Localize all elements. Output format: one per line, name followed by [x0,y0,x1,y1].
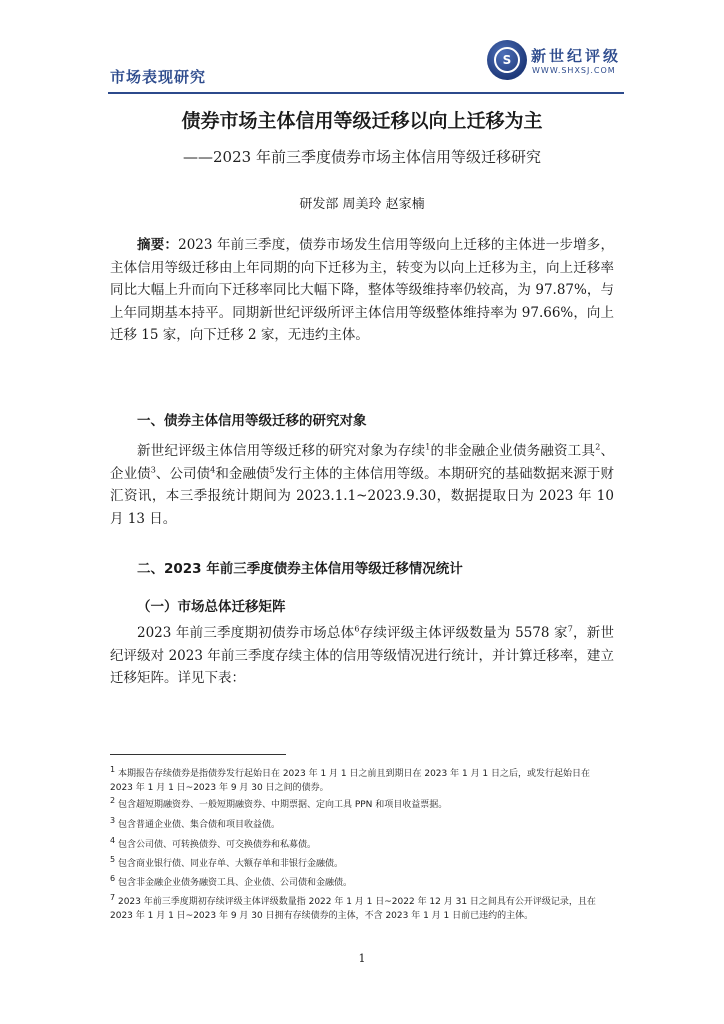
footnote-text-5: 包含商业银行债、同业存单、大额存单和非银行金融债。 [117,859,343,869]
logo-ring: S [494,47,520,73]
s1-text-e: 和金融债 [215,465,270,482]
footnote-divider [110,754,286,755]
footnote-7 [110,895,614,923]
document-subtitle: ——2023 年前三季度债券市场主体信用等级迁移研究 [183,148,541,166]
authors-line: 研发部 周美玲 赵家楠 [299,197,425,212]
s1-text-f: 发行主体的主体信用等级。本期研究的基础数据来源于财汇资讯，本三季报统计期间为 2023.1.1~2023.9.30，数据提取日为 2023 年 10 月 13 日。 [110,465,615,527]
footnote-mark-3: 3 [110,816,116,825]
footnote-4 [110,838,614,852]
s1-text-a: 新世纪评级主体信用等级迁移的研究对象为存续 [137,443,426,459]
footnote-2 [110,798,614,812]
footnote-mark-6: 6 [110,874,116,883]
section-2-subheading: （一）市场总体迁移矩阵 [137,599,286,615]
abstract-paragraph [110,234,614,347]
logo-url: WWW.SHXSJ.COM [532,66,616,75]
footnote-ref-2: 2 [595,442,601,452]
footnote-ref-1: 1 [425,442,431,452]
logo-name: 新世纪评级 [531,47,622,65]
footnote-1 [110,767,614,795]
footnote-ref-6: 6 [354,624,360,634]
footnote-mark-1: 1 [110,765,116,774]
abstract-label: 摘要： [137,237,179,253]
document-title: 债券市场主体信用等级迁移以向上迁移为主 [181,110,543,132]
footnote-ref-5: 5 [269,465,275,474]
section-2-heading: 二、2023 年前三季度债券主体信用等级迁移情况统计 [137,561,463,577]
footnote-text-6: 包含非金融企业债务融资工具、企业债、公司债和金融债。 [117,878,352,888]
footnote-text-1: 本期报告存续债券是指债券发行起始日在 2023 年 1 月 1 日之前且到期日在 2023 年 1 月 1 日之后，或发行起始日在 2023 年 1 月 1 日~2023 年 9 月 30 日之间的债券。 [110,769,591,793]
footnote-text-7: 2023 年前三季度期初存续评级主体评级数量指 2022 年 1 月 1 日~2022 年 12 月 31 日之间具有公开评级记录，且在 2023 年 1 月 1 日~2023 年 9 月 30 日拥有存续债券的主体，不含 2023 年 1 月 1 日前已违约的主体。 [110,897,596,921]
footnote-text-3: 包含普通企业债、集合债和项目收益债。 [117,820,280,830]
header-section-label: 市场表现研究 [110,68,207,86]
abstract-text: 2023 年前三季度，债券市场发生信用等级向上迁移的主体进一步增多，主体信用等级迁移由上年同期的向下迁移为主，转变为以向上迁移为主，向上迁移率同比大幅上升而向下迁移率同比大幅下降，整体等级维持率仍较高，为 97.87%，与上年同期基本持平。同期新世纪评级所评主体信用等级整体维持率为 97.66%，向上迁移 15 家，向下迁移 2 家，无违约主体。 [110,237,615,343]
footnote-mark-7: 7 [110,893,116,902]
footnote-ref-4: 4 [210,465,216,474]
footnote-text-2: 包含超短期融资券、一般短期融资券、中期票据、定向工具 PPN 和项目收益票据。 [117,800,448,810]
header-divider [108,92,624,94]
footnote-mark-4: 4 [110,836,116,845]
footnote-6 [110,876,614,890]
section-1-heading: 一、债券主体信用等级迁移的研究对象 [137,413,367,429]
s1-text-b: 的非金融企业债务融资工具 [430,443,596,459]
s1-text-c: 、企业债 [110,443,615,482]
page-number: 1 [358,952,366,965]
footnote-mark-5: 5 [110,855,116,864]
footnote-3 [110,818,614,832]
s2-text-a: 2023 年前三季度期初债券市场总体 [137,625,355,641]
logo-emblem-icon [487,40,527,80]
footnote-ref-3: 3 [150,465,156,474]
s2-text-b: 存续评级主体评级数量为 5578 家 [359,625,568,641]
s2-text-c: ，新世纪评级对 2023 年前三季度存续主体的信用等级情况进行统计，并计算迁移率，建立迁移矩阵。详见下表： [110,625,615,686]
footnote-text-4: 包含公司债、可转换债券、可交换债券和私募债。 [117,840,316,850]
footnote-5 [110,857,614,871]
section-2-paragraph [110,622,614,690]
footnote-mark-2: 2 [110,796,116,805]
section-1-paragraph [110,440,614,530]
footnote-ref-7: 7 [567,624,573,634]
s1-text-d: 、公司债 [155,465,211,482]
